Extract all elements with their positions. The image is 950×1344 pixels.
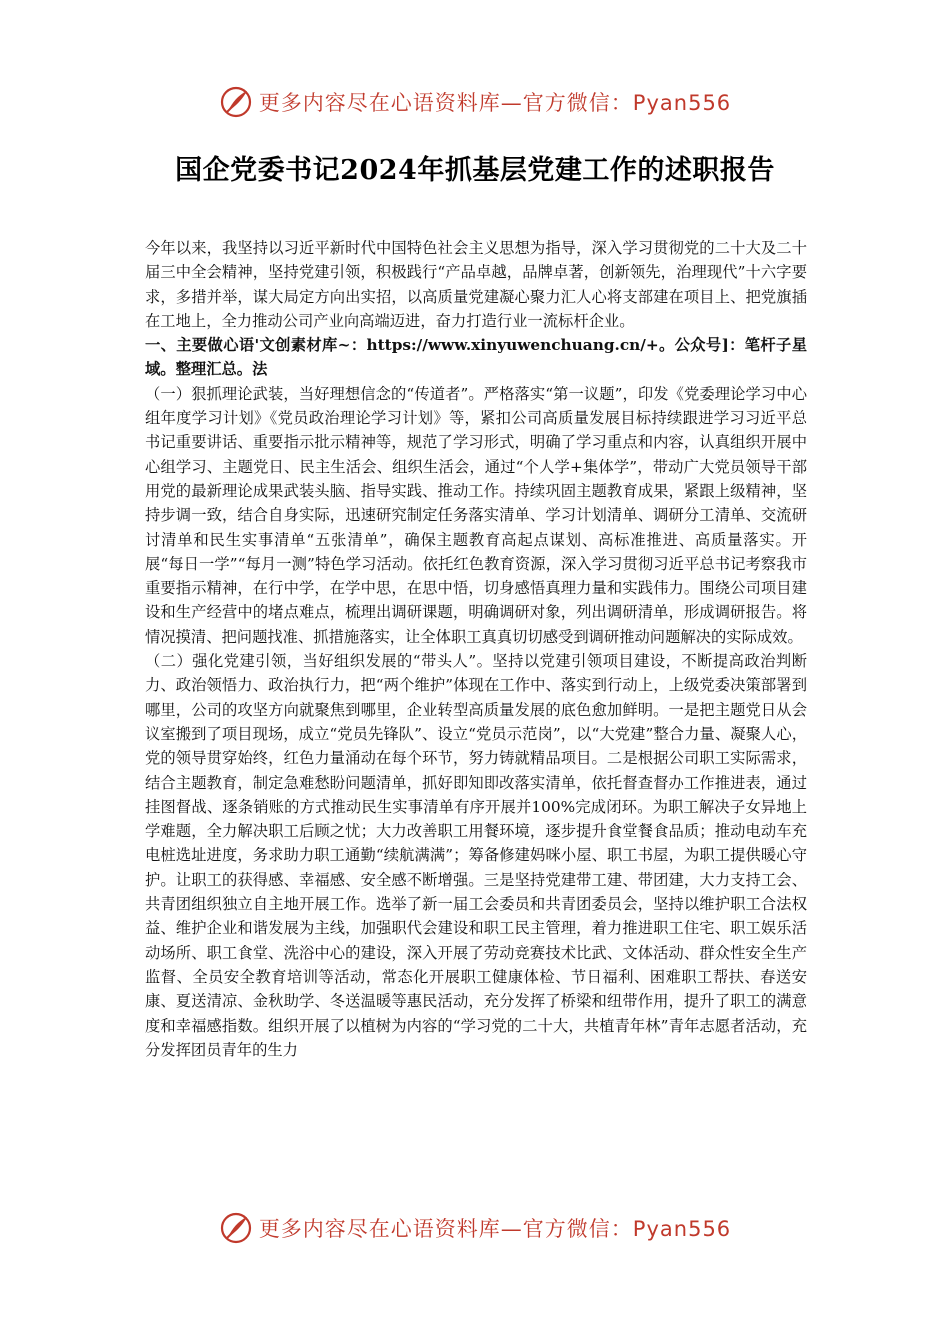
header-banner [0,82,950,122]
quill-logo-icon [219,1211,253,1245]
document-body [145,236,807,1062]
body-paragraph: （二）强化党建引领，当好组织发展的“带头人”。坚持以党建引领项目建设，不断提高政治判断力、政治领悟力、政治执行力，把“两个维护”体现在工作中、落实到行动上，上级党委决策部署到哪里，公司的攻坚方向就聚焦到哪里，企业转型高质量发展的底色愈加鲜明。一是把主题党日从会议室搬到了项目现场，成立“党员先锋队”、设立“党员示范岗”，以“大党建”整合力量、凝聚人心，党的领导贯穿始终，红色力量涌动在每个环节，努力铸就精品项目。二是根据公司职工实际需求，结合主题教育，制定急难愁盼问题清单，抓好即知即改落实清单，依托督查督办工作推进表，通过挂图督战、逐条销账的方式推动民生实事清单有序开展并100%完成闭环。为职工解决子女异地上学难题，全力解决职工后顾之忧；大力改善职工用餐环境，逐步提升食堂餐食品质；推动电动车充电桩选址进度，务求助力职工通勤“续航满满”；筹备修建妈咪小屋、职工书屋，为职工提供暖心守护。让职工的获得感、幸福感、安全感不断增强。三是坚持党建带工建、带团建，大力支持工会、共青团组织独立自主地开展工作。选举了新一届工会委员和共青团委员会，坚持以维护职工合法权益、维护企业和谐发展为主线，加强职代会建设和职工民主管理，着力推进职工住宅、职工娱乐活动场所、职工食堂、洗浴中心的建设，深入开展了劳动竞赛技术比武、文体活动、群众性安全生产监督、全员安全教育培训等活动，常态化开展职工健康体检、节日福利、困难职工帮扶、春送安康、夏送清凉、金秋助学、冬送温暖等惠民活动，充分发挥了桥梁和纽带作用，提升了职工的满意度和幸福感指数。组织开展了以植树为内容的“学习党的二十大，共植青年林”青年志愿者活动，充分发挥团员青年的生力 [145,652,807,1059]
footer-banner [0,1208,950,1248]
banner-text: 更多内容尽在心语资料库—官方微信：Pyan556 [258,1217,732,1241]
section-heading: 一、主要做心语'文创素材库~：https://www.xinyuwenchuang.cn/+。公众号]：笔杆子星域。整理汇总。法 [145,336,807,379]
body-paragraph: （一）狠抓理论武装，当好理想信念的“传道者”。严格落实“第一议题”，印发《党委理论学习中心组年度学习计划》《党员政治理论学习计划》等，紧扣公司高质量发展目标持续跟进学习习近平总书记重要讲话、重要指示批示精神等，规范了学习形式，明确了学习重点和内容，认真组织开展中心组学习、主题党日、民主生活会、组织生活会，通过“个人学+集体学”，带动广大党员领导干部用党的最新理论成果武装头脑、指导实践、推动工作。持续巩固主题教育成果，紧跟上级精神，坚持步调一致，结合自身实际，迅速研究制定任务落实清单、学习计划清单、调研分工清单、交流研讨清单和民生实事清单“五张清单”，确保主题教育高起点谋划、高标准推进、高质量落实。开展“每日一学”“每月一测”特色学习活动。依托红色教育资源，深入学习贯彻习近平总书记考察我市重要指示精神，在行中学，在学中思，在思中悟，切身感悟真理力量和实践伟力。围绕公司项目建设和生产经营中的堵点难点，梳理出调研课题，明确调研对象，列出调研清单，形成调研报告。将情况摸清、把问题找准、抓措施落实，让全体职工真真切切感受到调研推动问题解决的实际成效。 [145,384,807,646]
intro-paragraph: 今年以来，我坚持以习近平新时代中国特色社会主义思想为指导，深入学习贯彻党的二十大及二十届三中全会精神，坚持党建引领，积极践行“产品卓越，品牌卓著，创新领先，治理现代”十六字要求，多措并举，谋大局定方向出实招，以高质量党建凝心聚力汇人心将支部建在项目上、把党旗插在工地上，全力推动公司产业向高端迈进，奋力打造行业一流标杆企业。 [145,239,807,330]
page-title: 国企党委书记2024年抓基层党建工作的述职报告 [175,155,775,186]
banner-text: 更多内容尽在心语资料库—官方微信：Pyan556 [258,91,732,115]
quill-logo-icon [219,85,253,119]
